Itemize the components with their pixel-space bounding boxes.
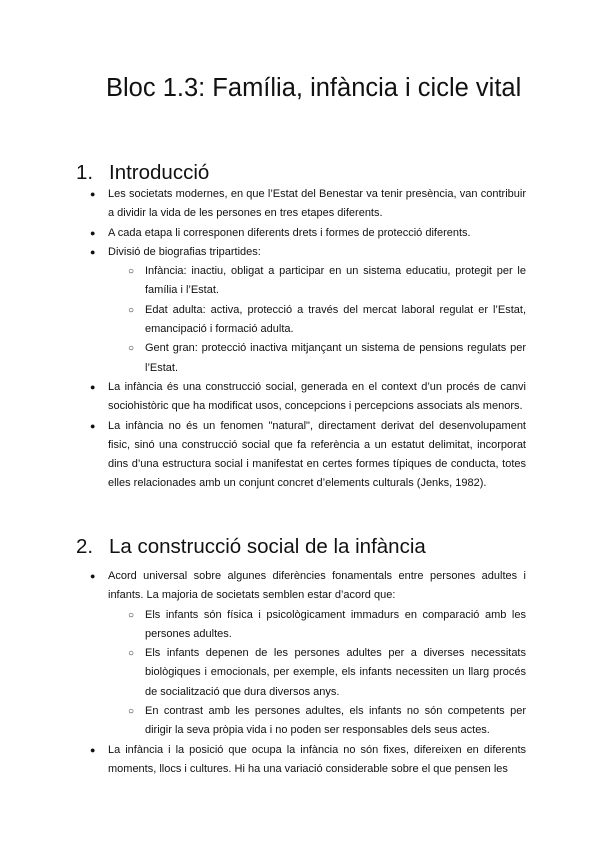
list-item-text: Les societats modernes, en que l’Estat del Benestar va tenir presència, van contribuir a dividir la vida de les persones en tres etapes diferents. — [108, 188, 526, 220]
section-1-list — [90, 185, 526, 494]
list-item — [90, 417, 526, 494]
list-item — [90, 243, 526, 378]
bullet-icon: ● — [90, 189, 96, 199]
circle-bullet-icon: ○ — [128, 304, 135, 316]
section-heading-construccio-social — [76, 534, 426, 560]
sub-list-item — [128, 262, 526, 301]
sub-list-item — [128, 606, 526, 645]
bullet-icon: ● — [90, 381, 96, 392]
list-item-text: La infància no és un fenomen "natural", directament derivat del desenvolupament fisic, sinó una construcció social que fa referència a un estatut delimitat, incorporat dins d’una estructura social i manifestat en certes formes típiques de conducta, totes elles relacionades amb un conjunt concret d’elements culturals (Jenks, 1982). — [108, 419, 526, 490]
circle-bullet-icon: ○ — [128, 706, 135, 718]
list-item-text: Divisió de biografias tripartides: — [108, 245, 261, 258]
list-item — [90, 224, 526, 243]
sub-list-item — [128, 644, 526, 702]
sub-list-item — [128, 301, 526, 340]
page-title — [76, 70, 524, 106]
bullet-icon: ● — [90, 420, 96, 431]
list-item — [90, 378, 526, 417]
page-title-text: Bloc 1.3: Família, infància i cicle vital — [106, 74, 522, 102]
section-2-list — [90, 567, 526, 779]
sub-list-item-text: Edat adulta: activa, protecció a través del mercat laboral regulat er l’Estat, emancipació i formació adulta. — [145, 303, 526, 336]
list-item-text: A cada etapa li corresponen diferents drets i formes de protecció diferents. — [108, 226, 471, 239]
bullet-icon: ● — [90, 571, 96, 581]
circle-bullet-icon: ○ — [128, 609, 135, 621]
sub-list-item-text: Els infants depenen de les persones adultes per a diverses necessitats biològiques i emocionals, per exemple, els infants necessiten un llarg procés de socialització que dura diversos anys. — [145, 647, 526, 698]
section-number: 1. — [76, 161, 94, 184]
section-heading-text: Introducció — [109, 161, 210, 184]
sub-list-item-text: Infància: inactiu, obligat a participar en un sistema educatiu, protegit per le família i l’Estat. — [145, 265, 526, 297]
list-item — [90, 185, 526, 224]
bullet-icon: ● — [90, 744, 96, 755]
sub-list-item-text: En contrast amb les persones adultes, els infants no són competents per dirigir la seva pròpia vida i no poden ser responsables dels seus actes. — [145, 705, 526, 737]
sub-list — [108, 262, 526, 378]
section-heading-text: La construcció social de la infància — [109, 535, 426, 558]
sub-list-item — [128, 702, 526, 741]
circle-bullet-icon: ○ — [128, 266, 135, 278]
list-item-text: La infància i la posició que ocupa la infància no són fixes, difereixen en diferents moments, llocs i cultures. Hi ha una variació considerable sobre el que pensen les — [108, 743, 526, 775]
circle-bullet-icon: ○ — [128, 648, 135, 660]
sub-list-item-text: Gent gran: protecció inactiva mitjançant un sistema de pensions regulats per l’Estat. — [145, 342, 526, 374]
section-heading-introduccio — [76, 160, 209, 186]
sub-list — [108, 606, 526, 741]
sub-list-item-text: Els infants són física i psicològicament immadurs en comparació amb les persones adultes. — [145, 608, 526, 640]
section-number: 2. — [76, 535, 94, 558]
list-item-text: Acord universal sobre algunes diferències fonamentals entre persones adultes i infants. La majoria de societats semblen estar d’acord que: — [108, 570, 526, 602]
bullet-icon: ● — [90, 246, 96, 257]
list-item — [90, 567, 526, 741]
list-item — [90, 741, 526, 780]
circle-bullet-icon: ○ — [128, 343, 135, 355]
list-item-text: La infància és una construcció social, generada en el context d’un procés de canvi sociohistòric que ha modificat usos, concepcions i percepcions associats als menors. — [108, 380, 526, 413]
sub-list-item — [128, 339, 526, 378]
bullet-icon: ● — [90, 227, 96, 238]
